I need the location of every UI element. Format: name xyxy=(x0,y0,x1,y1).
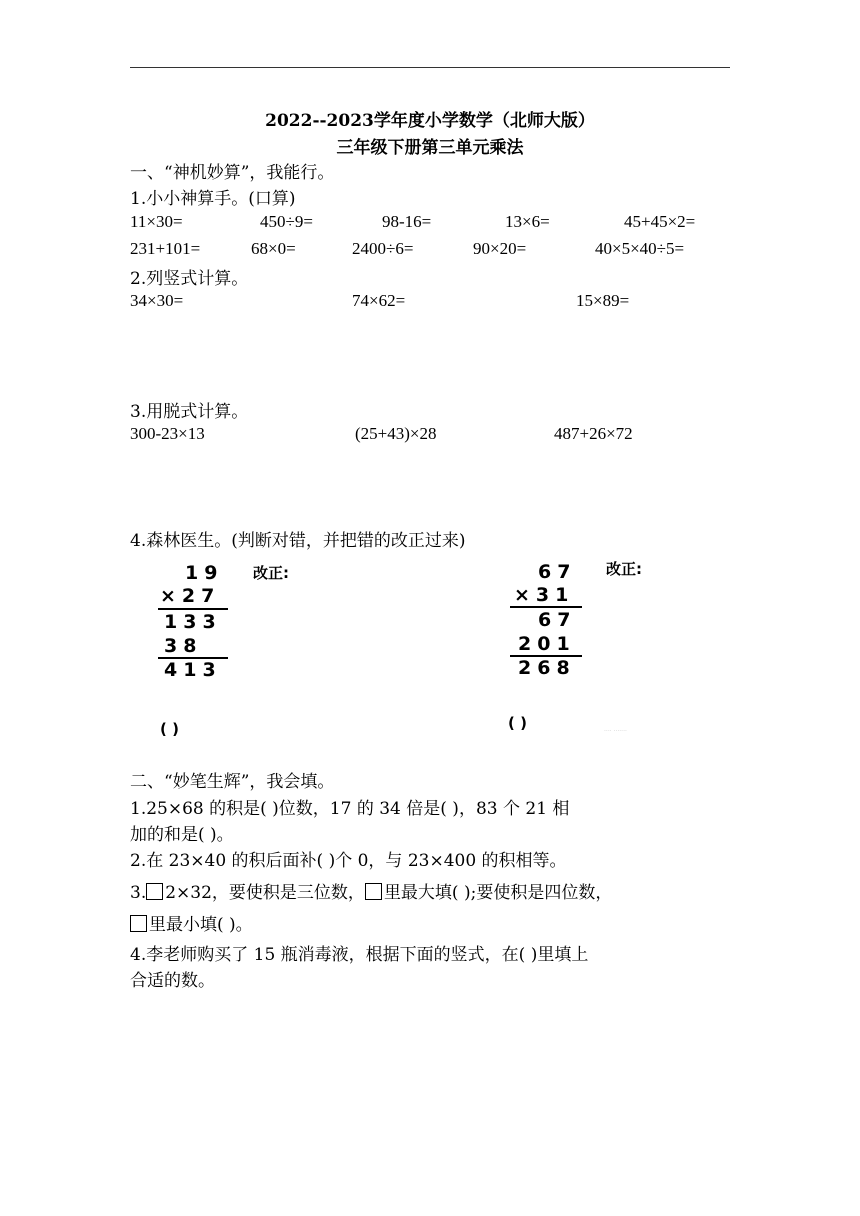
vertical-calc-item: 34×30= xyxy=(130,291,184,310)
s2-q2: 2.在 23×40 的积后面补( )个 0，与 23×400 的积相等。 xyxy=(130,851,567,871)
right-mult-bar xyxy=(510,606,582,608)
s2-q3-line2: 里最小填( )。 xyxy=(149,915,253,935)
s2-q3-line1 xyxy=(130,878,612,903)
s2-q3-part1: 2×32，要使积是三位数， xyxy=(165,883,365,903)
page-subtitle: 三年级下册第三单元乘法 xyxy=(336,138,524,158)
left-mult-row5: 413 xyxy=(164,659,222,681)
right-judgement-paren[interactable]: ( ) xyxy=(508,714,527,732)
section2-heading: 二、“妙笔生辉”，我会填。 xyxy=(130,772,335,792)
left-correction-label: 改正: xyxy=(253,564,289,582)
right-mult-row5: 268 xyxy=(518,657,576,679)
s2-q4-line1: 4.李老师购买了 15 瓶消毒液，根据下面的竖式，在( )里填上 xyxy=(130,945,589,965)
vertical-calc-item: 74×62= xyxy=(352,291,406,310)
oral-calc-item: 2400÷6= xyxy=(352,239,414,258)
right-mult-row3: 67 xyxy=(538,609,577,631)
oral-calc-item: 13×6= xyxy=(505,212,550,231)
oral-calc-item: 98-16= xyxy=(382,212,432,231)
stepwise-calc-item: 300-23×13 xyxy=(130,424,205,443)
stepwise-calc-item: (25+43)×28 xyxy=(355,424,437,443)
s2-q1-line1: 1.25×68 的积是( )位数，17 的 34 倍是( )，83 个 21 相 xyxy=(130,799,570,819)
left-mult-row1: 19 xyxy=(185,562,224,584)
left-judgement-paren[interactable]: ( ) xyxy=(160,720,179,738)
oral-calc-item: 11×30= xyxy=(130,212,183,231)
q1-label: 1.小小神算手。(口算) xyxy=(130,189,296,209)
oral-calc-item: 231+101= xyxy=(130,239,201,258)
right-correction-label: 改正: xyxy=(606,560,642,578)
s2-q3-prefix: 3. xyxy=(130,883,147,903)
s2-q4-line2: 合适的数。 xyxy=(130,971,215,991)
left-mult-row2: ×27 xyxy=(160,585,221,607)
oral-calc-item: 68×0= xyxy=(251,239,296,258)
header-rule xyxy=(130,67,730,68)
page-title: 2022--2023学年度小学数学（北师大版） xyxy=(265,111,595,131)
right-mult-row4: 201 xyxy=(518,633,576,655)
blank-box[interactable] xyxy=(146,883,163,900)
q2-label: 2.列竖式计算。 xyxy=(130,269,249,289)
oral-calc-item: 40×5×40÷5= xyxy=(595,239,685,258)
oral-calc-item: 45+45×2= xyxy=(624,212,696,231)
oral-calc-item: 450÷9= xyxy=(260,212,313,231)
q4-label: 4.森林医生。(判断对错，并把错的改正过来) xyxy=(130,531,466,551)
blank-box[interactable] xyxy=(365,883,382,900)
vertical-calc-item: 15×89= xyxy=(576,291,630,310)
left-mult-row4: 38 xyxy=(164,635,203,657)
right-mult-row1: 67 xyxy=(538,561,577,583)
section1-heading: 一、“神机妙算”，我能行。 xyxy=(130,163,335,183)
s2-q3-part2: 里最大填( );要使积是四位数， xyxy=(383,883,613,903)
s2-q3-line2-wrap xyxy=(130,910,253,935)
s2-q1-line2: 加的和是( )。 xyxy=(130,825,234,845)
left-mult-row3: 133 xyxy=(164,611,222,633)
stepwise-calc-item: 487+26×72 xyxy=(554,424,633,443)
left-mult-bar xyxy=(158,608,228,610)
scan-artifact: ···· ······· xyxy=(604,728,627,735)
oral-calc-item: 90×20= xyxy=(473,239,527,258)
q3-label: 3.用脱式计算。 xyxy=(130,402,249,422)
right-mult-row2: ×31 xyxy=(514,584,575,606)
blank-box[interactable] xyxy=(130,915,147,932)
